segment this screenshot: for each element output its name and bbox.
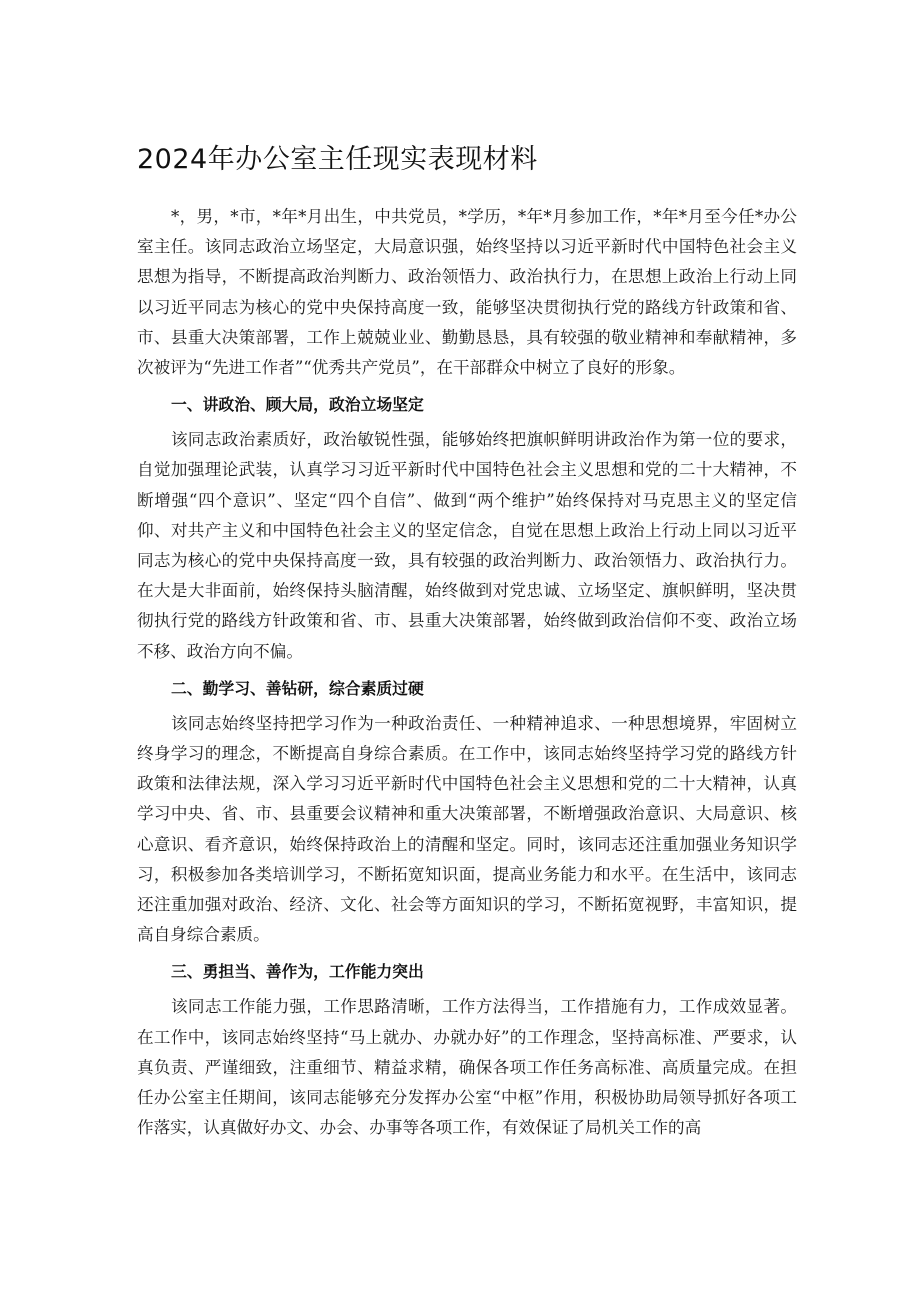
- section-2-heading: 二、勤学习、善钻研，综合素质过硬: [171, 678, 424, 698]
- section-2-paragraph: 该同志始终坚持把学习作为一种政治责任、一种精神追求、一种思想境界，牢固树立终身学习的理念，不断提高自身综合素质。在工作中，该同志始终坚持学习党的路线方针政策和法律法规，深入学习习近平新时代中国特色社会主义思想和党的二十大精神，认真学习中央、省、市、县重要会议精神和重大决策部署，不断增强政治意识、大局意识、核心意识、看齐意识，始终保持政治上的清醒和坚定。同时，该同志还注重加强业务知识学习，积极参加各类培训学习，不断拓宽知识面，提高业务能力和水平。在生活中，该同志还注重加强对政治、经济、文化、社会等方面知识的学习，不断拓宽视野，丰富知识，提高自身综合素质。: [137, 713, 797, 945]
- section-1-paragraph: 该同志政治素质好，政治敏锐性强，能够始终把旗帜鲜明讲政治作为第一位的要求，自觉加强理论武装，认真学习习近平新时代中国特色社会主义思想和党的二十大精神，不断增强“四个意识”、坚定“四个自信”、做到“两个维护”始终保持对马克思主义的坚定信仰、对共产主义和中国特色社会主义的坚定信念，自觉在思想上政治上行动上同以习近平同志为核心的党中央保持高度一致，具有较强的政治判断力、政治领悟力、政治执行力。在大是大非面前，始终保持头脑清醒，始终做到对党忠诚、立场坚定、旗帜鲜明，坚决贯彻执行党的路线方针政策和省、市、县重大决策部署，始终做到政治信仰不变、政治立场不移、政治方向不偏。: [137, 430, 797, 661]
- intro-paragraph: *，男，*市，*年*月出生，中共党员，*学历，*年*月参加工作，*年*月至今任*办公室主任。该同志政治立场坚定，大局意识强，始终坚持以习近平新时代中国特色社会主义思想为指导，不断提高政治判断力、政治领悟力、政治执行力，在思想上政治上行动上同以习近平同志为核心的党中央保持高度一致，能够坚决贯彻执行党的路线方针政策和省、市、县重大决策部署，工作上兢兢业业、勤勤恳恳，具有较强的敬业精神和奉献精神，多次被评为“先进工作者”“优秀共产党员”，在干部群众中树立了良好的形象。: [137, 207, 797, 378]
- section-3-paragraph: 该同志工作能力强，工作思路清晰，工作方法得当，工作措施有力，工作成效显著。在工作中，该同志始终坚持“马上就办、办就办好”的工作理念，坚持高标准、严要求，认真负责、严谨细致，注重细节、精益求精，确保各项工作任务高标准、高质量完成。在担任办公室主任期间，该同志能够充分发挥办公室“中枢”作用，积极协助局领导抓好各项工作落实，认真做好办文、办会、办事等各项工作，有效保证了局机关工作的高: [137, 997, 797, 1138]
- document-body: [137, 202, 797, 1143]
- section-1-heading: 一、讲政治、顾大局，政治立场坚定: [171, 395, 424, 415]
- document-title: 2024年办公室主任现实表现材料: [137, 144, 538, 175]
- section-3-heading: 三、勇担当、善作为，工作能力突出: [171, 962, 424, 982]
